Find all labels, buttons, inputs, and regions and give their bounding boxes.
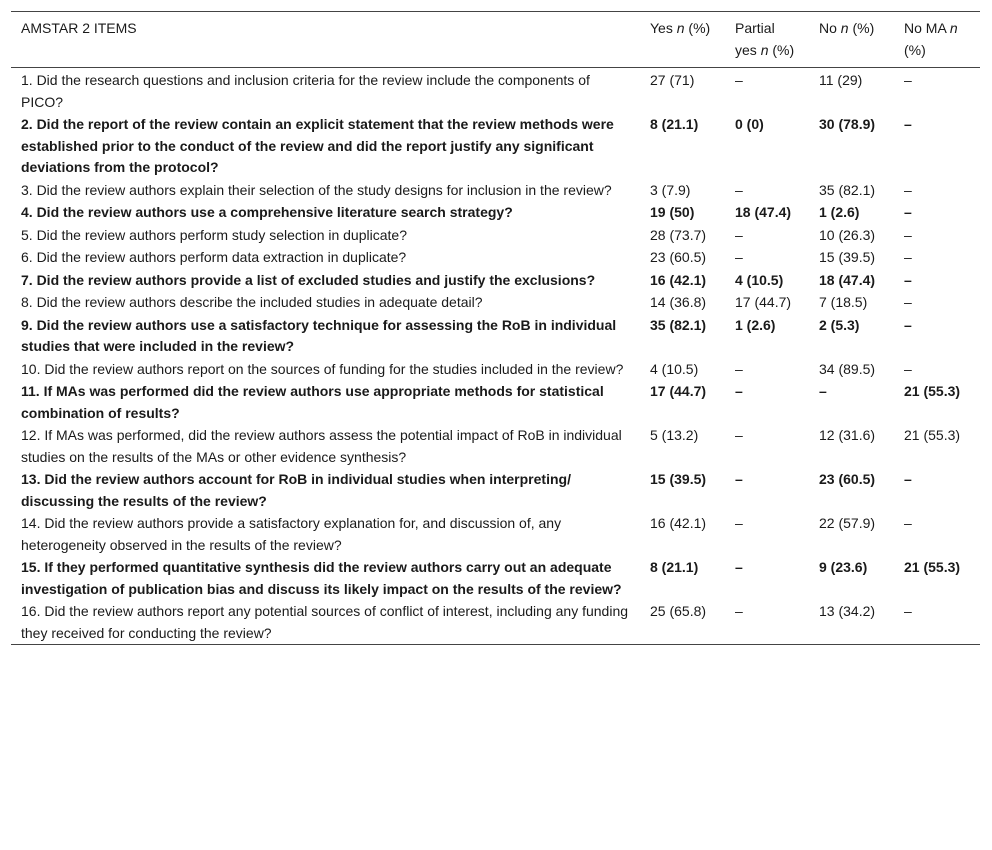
item-cell: 1. Did the research questions and inclusion criteria for the review include the components of PICO? xyxy=(21,72,590,110)
partial-cell: 0 (0) xyxy=(735,116,764,132)
yes-cell: 35 (82.1) xyxy=(650,316,707,333)
item-cell: 9. Did the review authors use a satisfactory technique for assessing the RoB in individual studies that were included in the review? xyxy=(21,316,617,354)
no-cell: 22 (57.9) xyxy=(819,515,876,531)
header-item: AMSTAR 2 ITEMS xyxy=(21,20,137,36)
amstar-table xyxy=(11,11,980,645)
yes-cell: 8 (21.1) xyxy=(650,559,699,575)
header-no-ma: No MA n (%) xyxy=(904,20,958,58)
partial-cell: – xyxy=(735,383,743,399)
table-row xyxy=(11,179,980,202)
item-cell: 12. If MAs was performed, did the review authors assess the potential impact of RoB in individual studies on the results of the MAs or other evidence synthesis? xyxy=(21,427,622,465)
partial-cell: – xyxy=(735,515,743,531)
partial-cell: – xyxy=(735,226,743,243)
no-cell: 7 (18.5) xyxy=(819,294,868,310)
yes-cell: 27 (71) xyxy=(650,72,695,88)
amstar-table-container xyxy=(11,11,980,645)
no-cell: 15 (39.5) xyxy=(819,249,876,265)
header-no: No n (%) xyxy=(819,20,875,36)
partial-cell: 18 (47.4) xyxy=(735,204,792,220)
yes-cell: 14 (36.8) xyxy=(650,294,707,310)
no-cell: 30 (78.9) xyxy=(819,116,876,132)
no-ma-cell: – xyxy=(904,116,912,132)
partial-cell: – xyxy=(735,603,743,619)
yes-cell: 4 (10.5) xyxy=(650,360,699,377)
yes-cell: 25 (65.8) xyxy=(650,603,707,619)
table-row xyxy=(11,201,980,224)
no-ma-cell: 21 (55.3) xyxy=(904,427,961,443)
no-cell: 34 (89.5) xyxy=(819,360,876,377)
no-cell: 12 (31.6) xyxy=(819,427,876,443)
no-ma-cell: – xyxy=(904,72,912,88)
table-row xyxy=(11,246,980,269)
item-cell: 5. Did the review authors perform study selection in duplicate? xyxy=(21,226,407,243)
table-row xyxy=(11,380,980,424)
no-cell: – xyxy=(819,383,827,399)
no-cell: 11 (29) xyxy=(819,72,863,88)
no-ma-cell: – xyxy=(904,515,912,531)
item-cell: 6. Did the review authors perform data extraction in duplicate? xyxy=(21,249,407,265)
partial-cell: – xyxy=(735,249,743,265)
no-cell: 1 (2.6) xyxy=(819,204,860,220)
yes-cell: 5 (13.2) xyxy=(650,427,699,443)
item-cell: 13. Did the review authors account for RoB in individual studies when interpreting/ discussing the results of the review? xyxy=(21,471,571,509)
partial-cell: – xyxy=(735,360,743,377)
no-ma-cell: – xyxy=(904,360,912,377)
item-cell: 7. Did the review authors provide a list of excluded studies and justify the exclusions? xyxy=(21,271,596,288)
no-cell: 23 (60.5) xyxy=(819,471,876,487)
item-cell: 14. Did the review authors provide a satisfactory explanation for, and discussion of, any heterogeneity observed in the results of the review? xyxy=(21,515,562,553)
item-cell: 4. Did the review authors use a comprehensive literature search strategy? xyxy=(21,204,513,220)
item-cell: 16. Did the review authors report any potential sources of conflict of interest, including any funding they received for conducting the review? xyxy=(21,603,629,641)
no-ma-cell: – xyxy=(904,271,912,288)
table-row xyxy=(11,68,980,114)
table-row xyxy=(11,113,980,179)
no-ma-cell: – xyxy=(904,226,912,243)
partial-cell: – xyxy=(735,72,743,88)
yes-cell: 28 (73.7) xyxy=(650,226,707,243)
table-row xyxy=(11,269,980,292)
table-row xyxy=(11,468,980,512)
no-cell: 13 (34.2) xyxy=(819,603,876,619)
header-yes: Yes n (%) xyxy=(650,20,711,36)
no-ma-cell: – xyxy=(904,181,912,198)
item-cell: 3. Did the review authors explain their selection of the study designs for inclusion in the review? xyxy=(21,181,612,198)
table-row xyxy=(11,358,980,381)
header-partial-yes: Partial yes n (%) xyxy=(735,20,795,58)
partial-cell: 17 (44.7) xyxy=(735,294,792,310)
yes-cell: 8 (21.1) xyxy=(650,116,699,132)
item-cell: 10. Did the review authors report on the sources of funding for the studies included in the review? xyxy=(21,360,624,377)
table-row xyxy=(11,556,980,600)
table-row xyxy=(11,224,980,247)
table-row xyxy=(11,600,980,645)
no-ma-cell: 21 (55.3) xyxy=(904,383,961,399)
item-cell: 11. If MAs was performed did the review authors use appropriate methods for statistical combination of results? xyxy=(21,383,604,421)
yes-cell: 15 (39.5) xyxy=(650,471,707,487)
partial-cell: – xyxy=(735,181,743,198)
table-row xyxy=(11,291,980,314)
no-cell: 2 (5.3) xyxy=(819,316,860,333)
partial-cell: – xyxy=(735,559,743,575)
item-cell: 2. Did the report of the review contain an explicit statement that the review methods were established prior to the conduct of the review and did the report justify any significant deviations from the protocol? xyxy=(21,116,614,175)
yes-cell: 19 (50) xyxy=(650,204,695,220)
yes-cell: 17 (44.7) xyxy=(650,383,707,399)
no-cell: 10 (26.3) xyxy=(819,226,876,243)
no-cell: 9 (23.6) xyxy=(819,559,868,575)
table-row xyxy=(11,314,980,358)
partial-cell: 1 (2.6) xyxy=(735,316,776,333)
header-row xyxy=(11,12,980,68)
partial-cell: – xyxy=(735,427,743,443)
yes-cell: 23 (60.5) xyxy=(650,249,707,265)
no-cell: 18 (47.4) xyxy=(819,271,876,288)
item-cell: 8. Did the review authors describe the included studies in adequate detail? xyxy=(21,294,483,310)
yes-cell: 16 (42.1) xyxy=(650,515,707,531)
no-ma-cell: – xyxy=(904,204,912,220)
no-ma-cell: – xyxy=(904,249,912,265)
table-row xyxy=(11,512,980,556)
partial-cell: – xyxy=(735,471,743,487)
no-ma-cell: – xyxy=(904,471,912,487)
partial-cell: 4 (10.5) xyxy=(735,271,784,288)
yes-cell: 16 (42.1) xyxy=(650,271,707,288)
no-cell: 35 (82.1) xyxy=(819,181,876,198)
no-ma-cell: – xyxy=(904,316,912,333)
yes-cell: 3 (7.9) xyxy=(650,181,691,198)
no-ma-cell: 21 (55.3) xyxy=(904,559,961,575)
table-row xyxy=(11,424,980,468)
item-cell: 15. If they performed quantitative synthesis did the review authors carry out an adequate investigation of publication bias and discuss its likely impact on the results of the review? xyxy=(21,559,622,597)
no-ma-cell: – xyxy=(904,294,912,310)
no-ma-cell: – xyxy=(904,603,912,619)
